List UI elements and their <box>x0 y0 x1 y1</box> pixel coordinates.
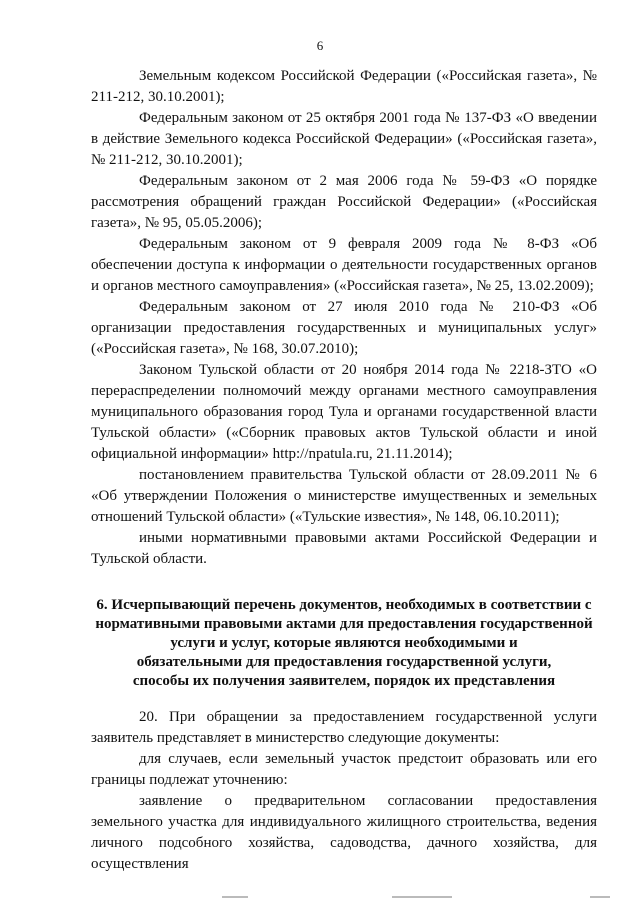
section-heading <box>91 596 597 691</box>
paragraph-law-2218zto: Законом Тульской области от 20 ноября 2014 года № 2218-ЗТО «О перераспределении полномочий между органами местного самоуправления муниципального образования город Тула и органами государственной власти Тульской области» («Сборник правовых актов Тульской области и иной официальной информации» http://npatula.ru, 21.11.2014); <box>91 362 597 462</box>
paragraph-application: заявление о предварительном согласовании предоставления земельного участка для индивидуального жилищного строительства, ведения личного подсобного хозяйства, садоводства, дачного хозяйства, для осуществления <box>91 793 597 872</box>
paragraph-law-8fz: Федеральным законом от 9 февраля 2009 года № 8-ФЗ «Об обеспечении доступа к информации о деятельности государственных органов и органов местного самоуправления» («Российская газета», № 25, 13.02.2009); <box>91 236 597 294</box>
paragraph-other-acts: иными нормативными правовыми актами Российской Федерации и Тульской области. <box>91 530 597 567</box>
paragraph-law-137fz: Федеральным законом от 25 октября 2001 года № 137-ФЗ «О введении в действие Земельного кодекса Российской Федерации» («Российская газета», № 211-212, 30.10.2001); <box>91 110 597 168</box>
heading-line: услуги и услуг, которые являются необходимыми и <box>170 635 518 651</box>
heading-line: нормативными правовыми актами для предоставления государственной <box>95 616 593 632</box>
scan-artifact <box>0 896 640 900</box>
paragraph-land-code: Земельным кодексом Российской Федерации («Российская газета», № 211-212, 30.10.2001); <box>91 68 597 105</box>
heading-line: 6. Исчерпывающий перечень документов, необходимых в соответствии с <box>96 597 592 613</box>
paragraph-resolution-6: постановлением правительства Тульской области от 28.09.2011 № 6 «Об утверждении Положения о министерстве имущественных и земельных отношений Тульской области» («Тульские известия», № 148, 06.10.2011); <box>91 467 597 525</box>
paragraph-law-59fz: Федеральным законом от 2 мая 2006 года № 59-ФЗ «О порядке рассмотрения обращений граждан Российской Федерации» («Российская газета», № 95, 05.05.2006); <box>91 173 597 231</box>
page-number: 6 <box>316 38 324 53</box>
paragraph-item-20: 20. При обращении за предоставлением государственной услуги заявитель представляет в министерство следующие документы: <box>91 709 597 746</box>
paragraph-law-210fz: Федеральным законом от 27 июля 2010 года № 210-ФЗ «Об организации предоставления государственных и муниципальных услуг» («Российская газета», № 168, 30.07.2010); <box>91 299 597 357</box>
document-body <box>91 66 597 875</box>
paragraph-boundary-cases: для случаев, если земельный участок предстоит образовать или его границы подлежат уточнению: <box>91 751 597 788</box>
heading-line: обязательными для предоставления государственной услуги, <box>136 654 552 670</box>
heading-line: способы их получения заявителем, порядок их представления <box>132 673 556 689</box>
